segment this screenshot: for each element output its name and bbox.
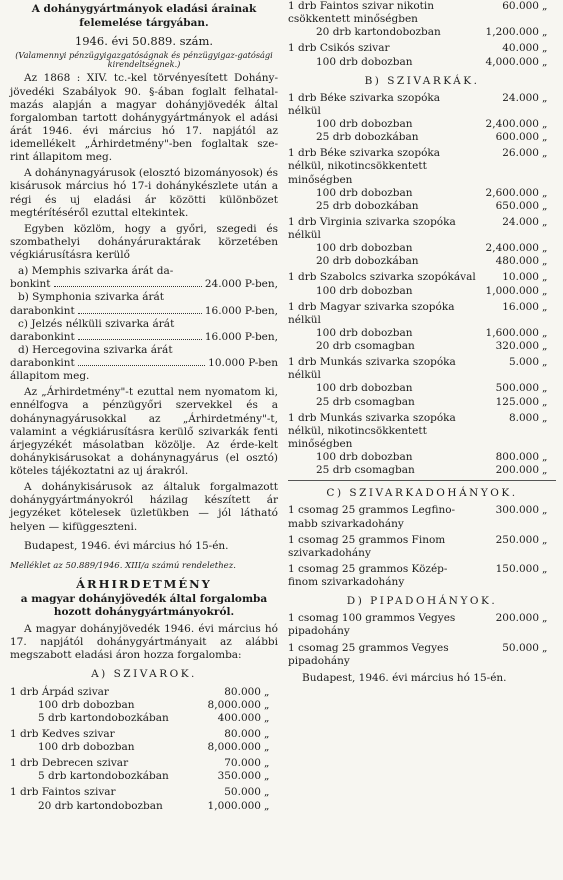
attachment-note: Melléklet az 50.889/1946. XIII/a számú rendelethez. — [10, 560, 236, 571]
cigarette-tobacco-list — [288, 504, 556, 589]
product-price: 320.000 — [495, 340, 539, 352]
ditto-mark: „ — [542, 271, 548, 284]
ditto-mark: „ — [264, 741, 270, 754]
paragraph: Az „Árhirdetmény"-t ezuttal nem nyomatom ki, ennélfogva a pénzügyőri szervekkel és a dohánynagyárusokkal az „Árhirdetmény"-t, valamint a végkiárusításra kerülő szivarkák fenti árjegyzékét másolatban közölje. Az érde-kelt dohánykisárusokat a dohánynagyárus (el osztó) köteles tájékoztatni az uj árakról. — [10, 386, 278, 478]
ditto-mark: „ — [542, 215, 548, 228]
product-description: 1 drb Béke szivarka szopóka nélkül — [288, 91, 441, 117]
product-description: 1 csomag 100 grammos Vegyes pipadohány — [288, 612, 456, 638]
document-subtitle: felemelése tárgyában. — [79, 17, 209, 30]
ditto-mark: „ — [264, 757, 270, 770]
ditto-mark: „ — [542, 131, 548, 144]
product-description: 20 drb dobozkában — [316, 255, 419, 268]
price-entry — [288, 0, 556, 39]
product-price: 26.000 — [502, 147, 539, 160]
section-heading-cigars: A) SZIVAROK. — [91, 668, 197, 681]
product-price: 24.000 — [502, 91, 539, 104]
price-entry — [10, 786, 278, 812]
addressee-note: (Valamennyi pénzügyigazgatóságnak és pénzügyigaz-gatósági kirendeltségnek.) — [15, 49, 273, 70]
ditto-mark: „ — [542, 356, 548, 369]
product-description: 20 drb csomagban — [316, 340, 415, 352]
paragraph: A dohánykisárusok az általuk forgalmazott dohánygyártmányokról házilag készített ár jegyzéket kötelesek üzletükben — jól látható helyen — kifüggeszteni. — [10, 481, 278, 533]
product-price: 2,400.000 — [485, 118, 539, 130]
product-description: 1 drb Béke szivarka szopóka nélkül, nikotincsökkentett minőségben — [288, 147, 441, 186]
ditto-mark: „ — [542, 533, 548, 546]
product-description: 1 drb Magyar szivarka szopóka nélkül — [288, 300, 455, 326]
price-item-unit: darabonkint — [10, 357, 75, 370]
product-price: 10.000 — [502, 271, 539, 284]
document-title: A dohánygyártmányok eladási árainak — [31, 3, 257, 15]
leader-dots — [78, 365, 205, 366]
price-item — [10, 318, 278, 344]
product-price: 24.000 — [502, 215, 539, 228]
ditto-mark: „ — [542, 326, 548, 339]
product-price: 16.000 — [502, 300, 539, 313]
product-description: 1 drb Debrecen szivar — [10, 757, 129, 770]
price-item-value: 16.000 P-ben, — [204, 304, 278, 317]
product-price: 350.000 — [217, 770, 261, 783]
ditto-mark: „ — [542, 395, 548, 408]
ditto-mark: „ — [542, 55, 548, 68]
product-description: 1 drb Faintos szivar nikotin csökkentett minőségben — [288, 0, 435, 26]
ditto-mark: „ — [542, 504, 548, 517]
product-price: 4,000.000 — [485, 55, 539, 68]
clearance-price-list — [10, 265, 278, 370]
right-column — [288, 0, 556, 685]
product-price: 200.000 — [495, 612, 539, 625]
product-price: 2,400.000 — [485, 242, 539, 255]
product-description: 100 drb dobozban — [316, 242, 413, 255]
document-number: 1946. évi 50.889. szám. — [74, 34, 214, 49]
price-entry — [288, 92, 556, 145]
product-description: 5 drb kartondobozkában — [38, 770, 169, 783]
product-description: 1 drb Munkás szivarka szopóka nélkül, nikotincsökkentett minőségben — [288, 411, 456, 450]
product-description: 5 drb kartondobozkában — [38, 711, 169, 724]
price-entry — [288, 504, 556, 530]
ditto-mark: „ — [542, 340, 548, 352]
product-description: 100 drb dobozban — [38, 698, 135, 711]
product-price: 480.000 — [495, 255, 539, 268]
product-description: 100 drb dobozban — [316, 451, 413, 463]
left-column — [10, 0, 278, 816]
price-entry — [288, 301, 556, 354]
announcement-subheading: a magyar dohányjövedék által forgalomba hozott dohánygyártmányokról. — [20, 592, 268, 618]
price-item-label: b) Symphonia szivarka árát — [18, 291, 164, 304]
product-price: 1,000.000 — [207, 799, 261, 812]
product-description: 25 drb dobozkában — [316, 131, 419, 144]
product-price: 500.000 — [495, 382, 539, 395]
price-item-label: d) Hercegovina szivarka árát — [18, 343, 173, 356]
product-description: 100 drb dobozban — [38, 741, 135, 754]
pipe-tobacco-list — [288, 612, 556, 668]
ditto-mark: „ — [542, 118, 548, 130]
ditto-mark: „ — [542, 612, 548, 625]
price-entry — [288, 412, 556, 478]
ditto-mark: „ — [542, 411, 548, 424]
product-price: 200.000 — [495, 464, 539, 477]
list-closing: állapitom meg. — [10, 370, 90, 383]
product-price: 50.000 — [224, 786, 261, 799]
product-description: 100 drb dobozban — [316, 326, 413, 339]
price-entry — [288, 563, 556, 589]
product-description: 1 drb Szabolcs szivarka szopókával — [288, 271, 476, 284]
ditto-mark: „ — [542, 26, 548, 39]
product-price: 40.000 — [502, 42, 539, 55]
product-description: 1 drb Faintos szivar — [10, 786, 116, 799]
paragraph: Az 1868 : XIV. tc.-kel törvényesített Dohány-jövedéki Szabályok 90. §-ában foglalt felhatal-mazás alapján a magyar dohányjövedék által forgalomban tartott dohánygyártmányok el adási árát 1946. évi március hó 17. napjától az idemellékelt „Árhirdetmény"-ben foglaltak sze-rint állapitom meg. — [10, 72, 278, 164]
price-item-value: 10.000 P-ben — [208, 357, 278, 370]
price-item-unit: darabonkint — [10, 330, 75, 343]
price-item — [10, 344, 278, 370]
product-description: 1 drb Virginia szivarka szopóka nélkül — [288, 215, 456, 241]
product-price: 70.000 — [224, 757, 261, 770]
price-item — [10, 265, 278, 291]
product-description: 1 csomag 25 grammos Legfino-mabb szivarkadohány — [288, 504, 456, 530]
ditto-mark: „ — [264, 770, 270, 783]
leader-dots — [78, 313, 202, 314]
product-description: 100 drb dobozban — [316, 382, 413, 395]
ditto-mark: „ — [542, 562, 548, 575]
cigar-list — [10, 686, 278, 813]
product-price: 250.000 — [495, 533, 539, 546]
leader-dots — [78, 339, 202, 340]
product-description: 1 drb Munkás szivarka szopóka nélkül — [288, 356, 456, 382]
section-heading-cigarettes: B) SZIVARKÁK. — [364, 74, 480, 87]
price-entry — [288, 534, 556, 560]
cigarette-list — [288, 92, 556, 478]
section-heading-pipe-tobacco: D) PIPADOHÁNYOK. — [346, 595, 498, 608]
section-heading-cigarette-tobacco: C) SZIVARKADOHÁNYOK. — [326, 487, 518, 500]
price-entry — [288, 356, 556, 409]
product-price: 1,600.000 — [485, 326, 539, 339]
price-entry — [288, 216, 556, 269]
product-price: 600.000 — [495, 131, 539, 144]
ditto-mark: „ — [542, 451, 548, 463]
price-item-unit: bonkint — [10, 278, 51, 291]
ditto-mark: „ — [542, 199, 548, 212]
price-entry — [288, 42, 556, 68]
ditto-mark: „ — [542, 186, 548, 199]
price-entry — [288, 642, 556, 668]
announcement-intro: A magyar dohányjövedék 1946. évi március hó 17. napjától dohánygyártmányait az alábbi megszabott eladási áron hozza forgalomba: — [10, 623, 278, 662]
ditto-mark: „ — [542, 300, 548, 313]
product-description: 100 drb dobozban — [316, 118, 413, 130]
product-price: 8.000 — [508, 411, 539, 424]
ditto-mark: „ — [542, 42, 548, 55]
leader-dots — [54, 286, 202, 287]
product-description: 1 csomag 25 grammos Közép-finom szivarkadohány — [288, 562, 448, 588]
ditto-mark: „ — [542, 284, 548, 297]
ditto-mark: „ — [542, 382, 548, 395]
product-description: 25 drb dobozkában — [316, 199, 419, 212]
ditto-mark: „ — [542, 255, 548, 268]
product-price: 300.000 — [495, 504, 539, 517]
price-item-label: a) Memphis szivarka árát da- — [18, 265, 174, 278]
product-price: 150.000 — [495, 562, 539, 575]
product-description: 100 drb dobozban — [316, 284, 413, 297]
price-entry — [10, 728, 278, 754]
product-description: 1 drb Kedves szivar — [10, 727, 115, 740]
product-price: 125.000 — [495, 395, 539, 408]
announcement-heading: ÁRHIRDETMÉNY — [76, 577, 212, 592]
price-entry — [10, 686, 278, 725]
product-price: 1,000.000 — [485, 284, 539, 297]
price-item-unit: darabonkint — [10, 304, 75, 317]
product-description: 100 drb dobozban — [316, 55, 413, 68]
product-price: 800.000 — [495, 451, 539, 463]
price-item-value: 24.000 P-ben, — [204, 278, 278, 291]
ditto-mark: „ — [542, 147, 548, 160]
product-description: 20 drb kartondobozban — [38, 799, 163, 812]
product-price: 80.000 — [224, 727, 261, 740]
product-description: 1 drb Árpád szivar — [10, 685, 109, 698]
ditto-mark: „ — [542, 464, 548, 477]
price-item-value: 16.000 P-ben, — [204, 330, 278, 343]
ditto-mark: „ — [542, 0, 548, 12]
price-item-label: c) Jelzés nélküli szivarka árát — [18, 317, 175, 330]
paragraph: A dohánynagyárusok (elosztó bizományosok) és kisárusok március hó 17-i dohánykészlete után a régi és uj eladási ár közötti különbözet megtérítéséről ezuttal eltekintek. — [10, 167, 278, 219]
product-description: 1 csomag 25 grammos Vegyes pipadohány — [288, 641, 449, 667]
product-price: 8,000.000 — [207, 741, 261, 754]
product-price: 650.000 — [495, 199, 539, 212]
signature-date: Budapest, 1946. évi március hó 15-én. — [24, 539, 229, 552]
ditto-mark: „ — [542, 641, 548, 654]
divider — [288, 480, 556, 481]
price-entry — [288, 147, 556, 213]
ditto-mark: „ — [542, 91, 548, 104]
product-description: 25 drb csomagban — [316, 464, 415, 477]
ditto-mark: „ — [264, 685, 270, 698]
price-entry — [288, 612, 556, 638]
product-price: 60.000 — [502, 0, 539, 12]
product-price: 80.000 — [224, 685, 261, 698]
ditto-mark: „ — [264, 698, 270, 711]
ditto-mark: „ — [542, 242, 548, 255]
product-description: 25 drb csomagban — [316, 395, 415, 408]
product-price: 5.000 — [508, 356, 539, 369]
product-price: 8,000.000 — [207, 698, 261, 711]
product-price: 1,200.000 — [485, 26, 539, 39]
product-description: 20 drb kartondobozban — [316, 26, 441, 39]
cigar-list-continued — [288, 0, 556, 69]
ditto-mark: „ — [264, 727, 270, 740]
product-description: 1 drb Csikós szivar — [288, 42, 390, 55]
product-price: 50.000 — [502, 641, 539, 654]
ditto-mark: „ — [264, 799, 270, 812]
product-description: 100 drb dobozban — [316, 186, 413, 199]
product-description: 1 csomag 25 grammos Finom szivarkadohány — [288, 533, 446, 559]
paragraph: Egyben közlöm, hogy a győri, szegedi és szombathelyi dohányáruraktárak körzetében végkiárusításra kerülő — [10, 222, 278, 262]
ditto-mark: „ — [264, 786, 270, 799]
closing-date: Budapest, 1946. évi március hó 15-én. — [302, 671, 507, 684]
product-price: 2,600.000 — [485, 186, 539, 199]
price-entry — [288, 271, 556, 297]
product-price: 400.000 — [217, 711, 261, 724]
ditto-mark: „ — [264, 711, 270, 724]
price-entry — [10, 757, 278, 783]
price-item — [10, 291, 278, 317]
